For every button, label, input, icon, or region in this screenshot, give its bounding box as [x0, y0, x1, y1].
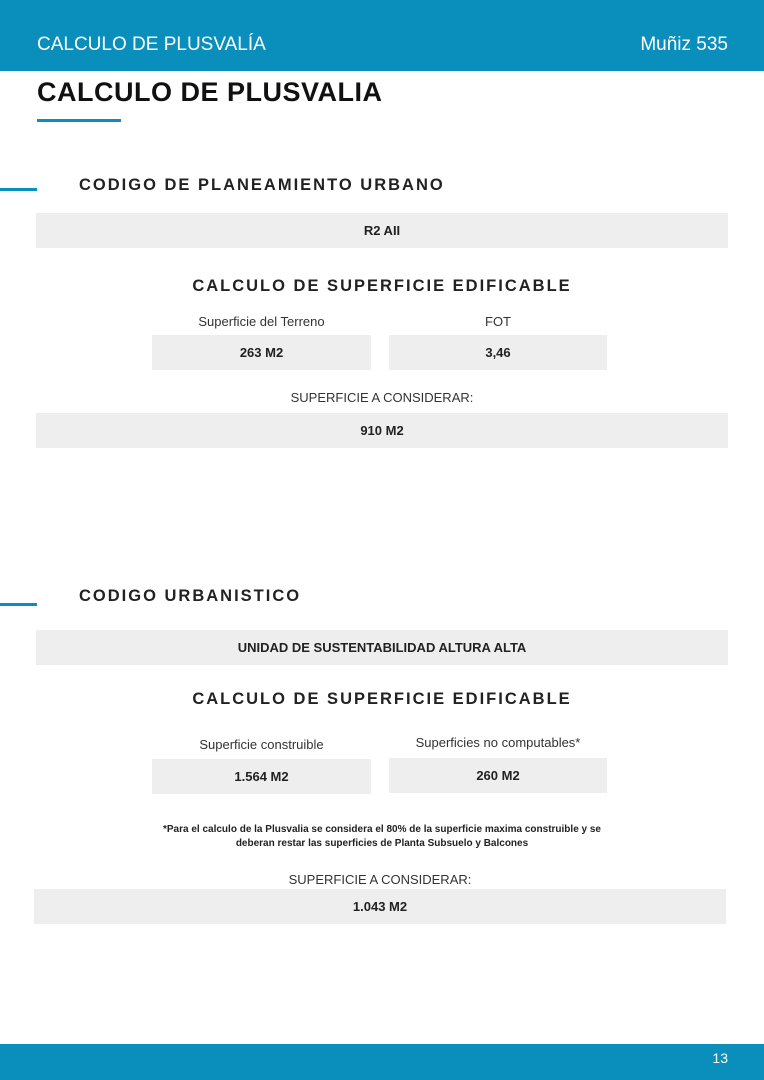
page-header	[0, 0, 764, 71]
value-superficie-considerar: 1.043 M2	[34, 889, 726, 924]
header-title: CALCULO DE PLUSVALÍA	[37, 34, 266, 55]
value-superficie-construible: 1.564 M2	[152, 759, 371, 794]
page-title: CALCULO DE PLUSVALIA	[37, 77, 383, 107]
subheading-superficie-edificable: CALCULO DE SUPERFICIE EDIFICABLE	[192, 277, 572, 295]
label-superficie-construible: Superficie construible	[199, 737, 324, 752]
label-fot: FOT	[485, 314, 511, 329]
section-heading-urbanistico: CODIGO URBANISTICO	[79, 587, 302, 605]
zoning-code-box: R2 AII	[36, 213, 728, 248]
section-accent-line	[0, 188, 37, 191]
label-superficies-no-computables: Superficies no computables*	[415, 735, 581, 750]
value-superficie-considerar: 910 M2	[36, 413, 728, 448]
page-footer	[0, 1044, 764, 1080]
footnote	[120, 823, 644, 851]
label-superficie-considerar: SUPERFICIE A CONSIDERAR:	[288, 872, 472, 887]
header-address: Muñiz 535	[640, 34, 728, 55]
title-underline	[37, 119, 121, 122]
value-fot: 3,46	[389, 335, 607, 370]
subheading-superficie-edificable: CALCULO DE SUPERFICIE EDIFICABLE	[192, 690, 572, 708]
footnote-line-1: *Para el calculo de la Plusvalia se considera el 80% de la superficie maxima construible y se	[163, 824, 601, 835]
label-superficie-considerar: SUPERFICIE A CONSIDERAR:	[290, 390, 474, 405]
value-superficie-terreno: 263 M2	[152, 335, 371, 370]
page-number: 13	[712, 1050, 728, 1066]
footnote-line-2: deberan restar las superficies de Planta Subsuelo y Balcones	[235, 838, 529, 849]
section-heading-planeamiento: CODIGO DE PLANEAMIENTO URBANO	[79, 176, 445, 194]
value-superficies-no-computables: 260 M2	[389, 758, 607, 793]
section-accent-line	[0, 603, 37, 606]
urban-code-box: UNIDAD DE SUSTENTABILIDAD ALTURA ALTA	[36, 630, 728, 665]
label-superficie-terreno: Superficie del Terreno	[198, 314, 325, 329]
